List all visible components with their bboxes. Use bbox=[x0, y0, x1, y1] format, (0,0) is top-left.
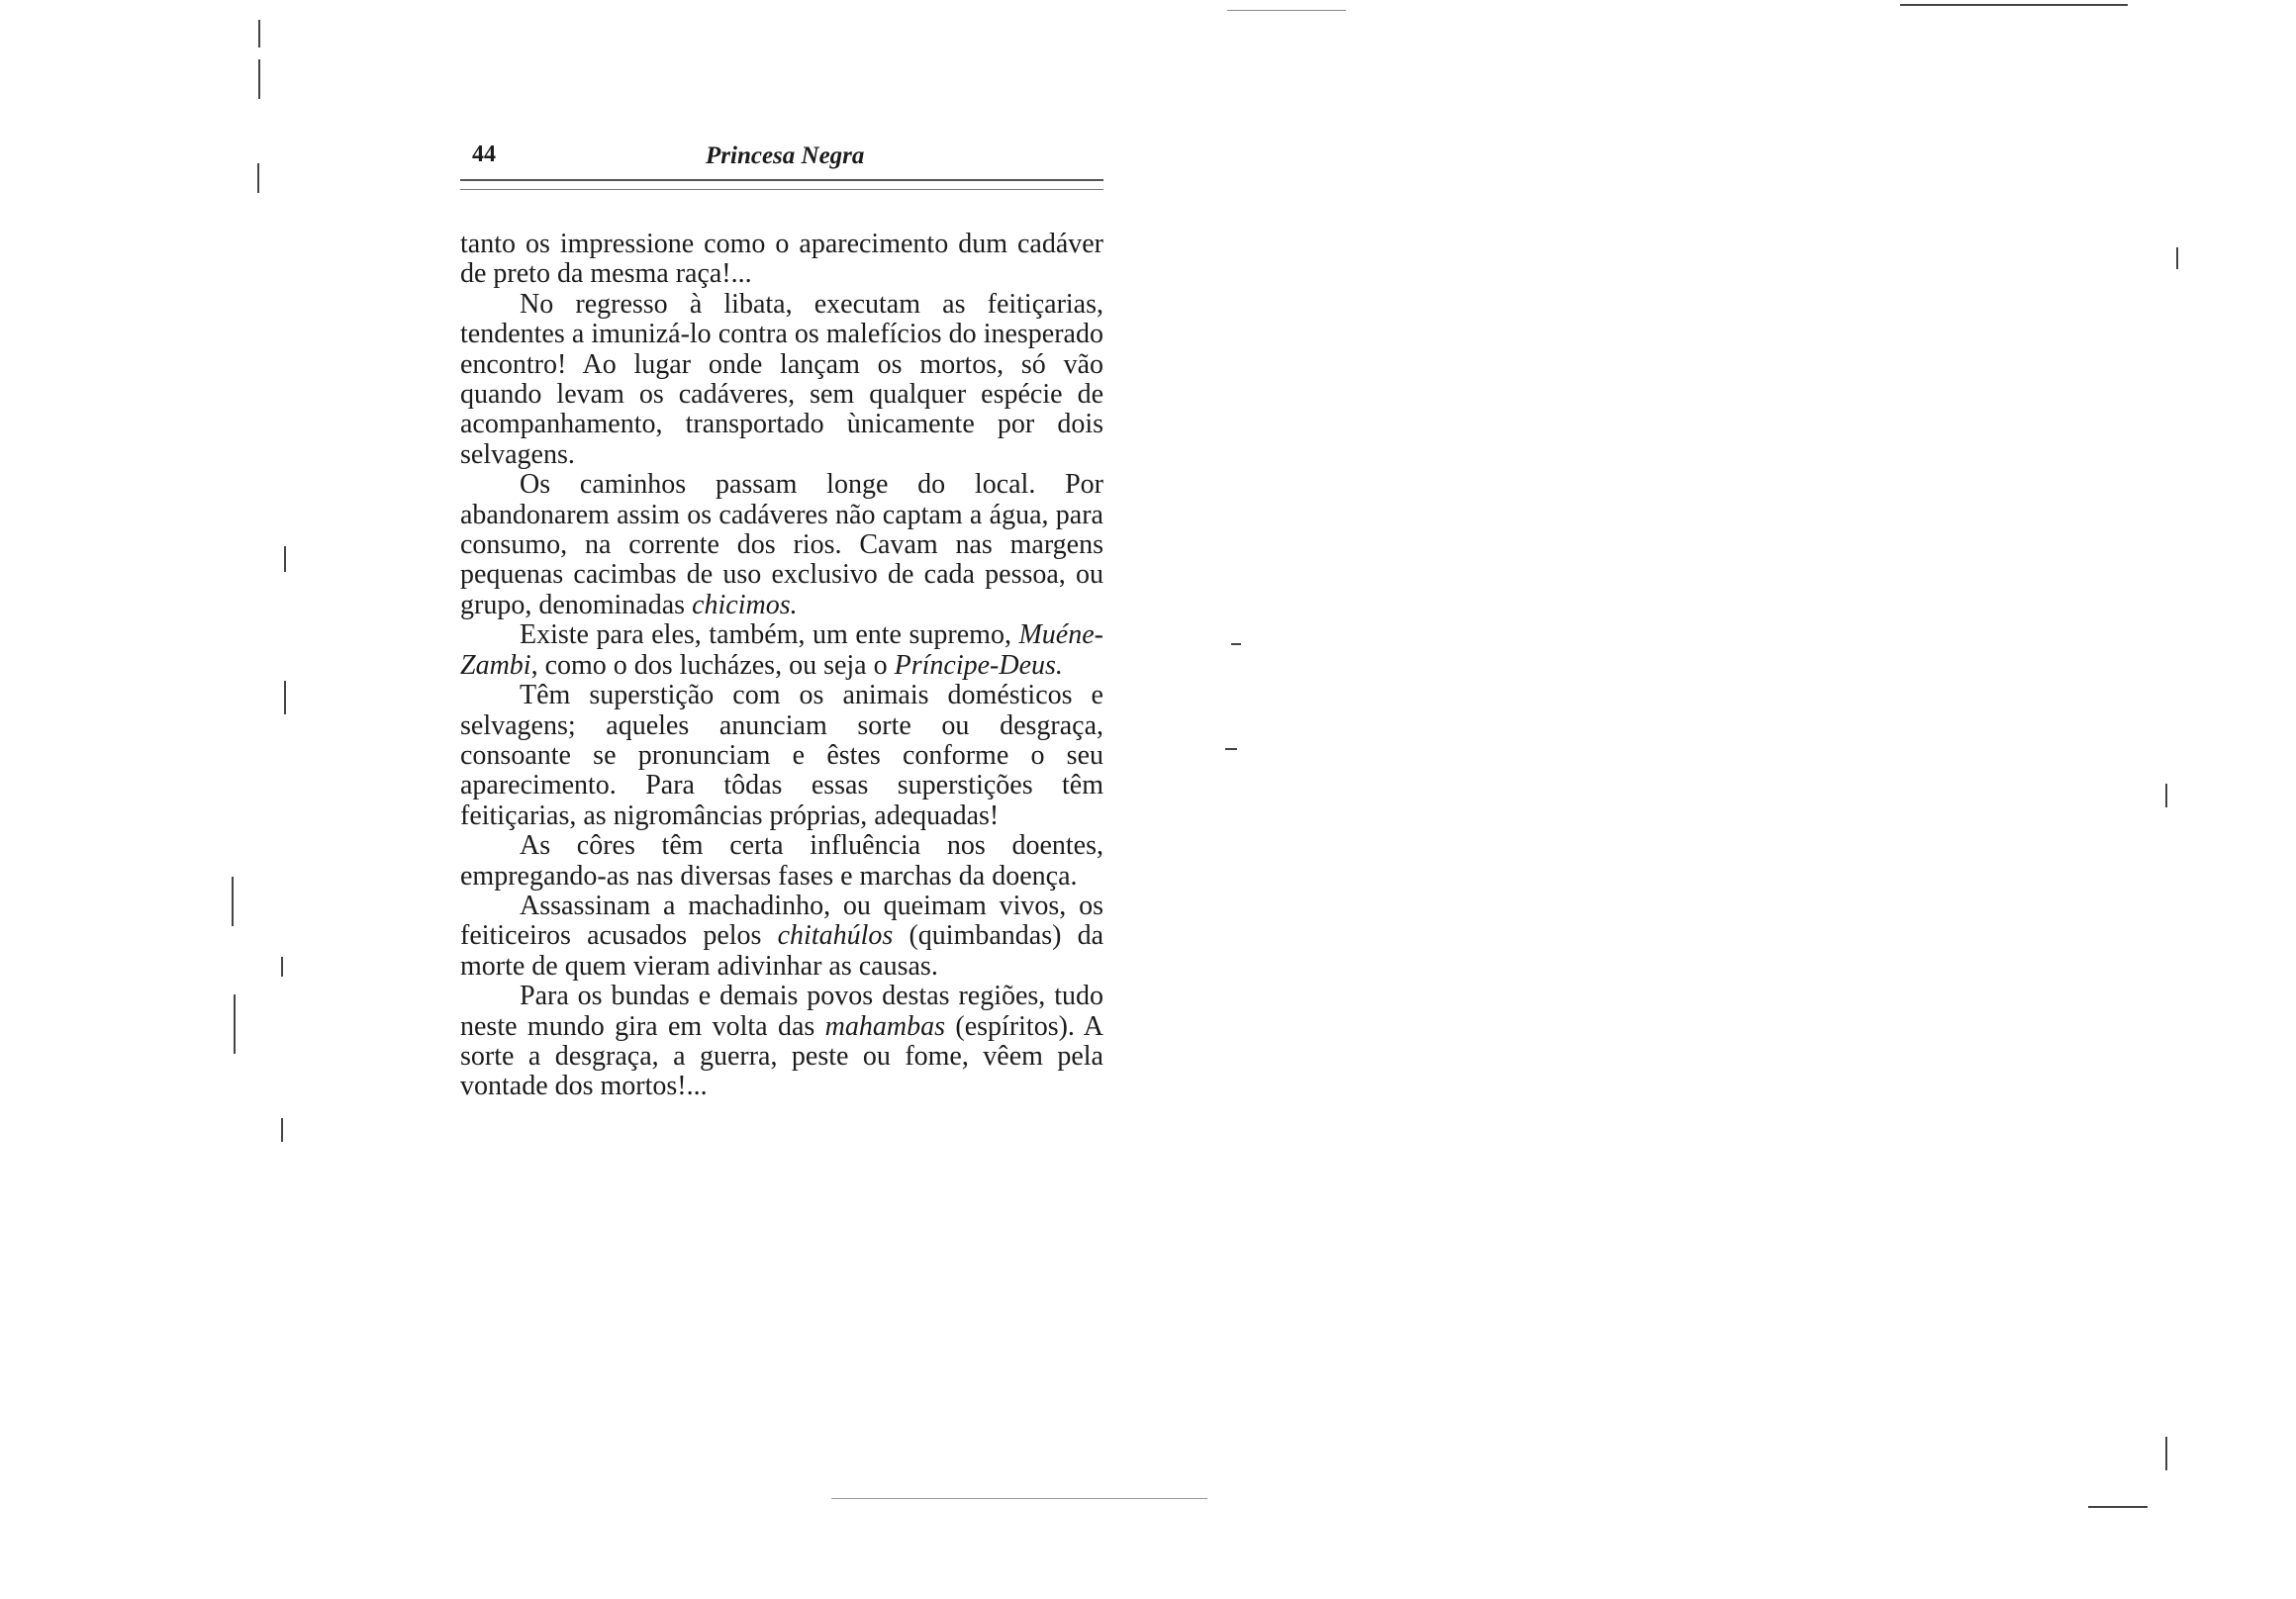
text-run: , como o dos lucházes, ou seja o bbox=[530, 649, 895, 681]
paragraph bbox=[460, 892, 1103, 982]
scan-artifact bbox=[1225, 748, 1237, 750]
header-rule bbox=[460, 179, 1103, 190]
scan-artifact bbox=[2088, 1506, 2148, 1508]
scan-artifact bbox=[234, 994, 236, 1054]
running-head bbox=[460, 134, 1103, 175]
scan-artifact bbox=[232, 877, 234, 926]
scan-artifact bbox=[2165, 784, 2167, 807]
paragraph bbox=[460, 831, 1103, 892]
paragraph bbox=[460, 290, 1103, 470]
scan-artifact bbox=[1227, 10, 1346, 11]
book-page bbox=[460, 134, 1103, 1102]
scan-artifact bbox=[284, 546, 286, 572]
paragraph bbox=[460, 230, 1103, 290]
paragraph bbox=[460, 681, 1103, 831]
scan-artifact bbox=[1231, 643, 1241, 645]
scan-artifact bbox=[2176, 247, 2178, 269]
text-run: As côres têm certa influência nos doentes, empregando-as nas diversas fases e marchas da doença. bbox=[460, 830, 1103, 892]
body-text bbox=[460, 230, 1103, 1102]
text-run: (quimbandas) da morte de quem vieram adivinhar as causas. bbox=[460, 920, 1104, 982]
book-title: Princesa Negra bbox=[706, 142, 865, 169]
text-run: Para os bundas e demais povos destas regiões, tudo neste mundo gira em volta das bbox=[460, 981, 1103, 1042]
scan-artifact bbox=[284, 681, 286, 714]
italic-term: Príncipe-Deus. bbox=[894, 649, 1063, 681]
text-run: No regresso à libata, executam as feitiçarias, tendentes a imunizá-lo contra os malefícios do inesperado encontro! Ao lugar onde lançam os mortos, só vão quando levam os cadáveres, sem qualquer espécie de acompanhamento, transportado ùnicamente por dois selvagens. bbox=[460, 288, 1103, 470]
scan-artifact bbox=[258, 20, 260, 47]
text-run: Assassinam a machadinho, ou queimam vivos, os feiticeiros acusados pelos bbox=[460, 890, 1103, 952]
italic-term: Muéne-Zambi bbox=[460, 619, 1103, 681]
italic-term: chitahúlos bbox=[777, 920, 894, 952]
scan-artifact bbox=[257, 163, 259, 193]
scan-artifact bbox=[1900, 4, 2128, 6]
scan-artifact bbox=[831, 1498, 1207, 1499]
text-run: tanto os impressione como o aparecimento dum cadáver de preto da mesma raça!... bbox=[460, 229, 1103, 290]
paragraph bbox=[460, 470, 1103, 620]
scan-artifact bbox=[2165, 1437, 2167, 1470]
paragraph bbox=[460, 982, 1103, 1102]
italic-term: chicimos. bbox=[692, 589, 798, 620]
text-run: (espíritos). A sorte a desgraça, a guerra, peste ou fome, vêem pela vontade dos mortos!... bbox=[460, 1010, 1103, 1102]
scan-artifact bbox=[258, 59, 260, 99]
page-number: 44 bbox=[472, 141, 496, 167]
text-run: Os caminhos passam longe do local. Por abandonarem assim os cadáveres não captam a água, para consumo, na corrente dos rios. Cavam nas margens pequenas cacimbas de uso exclusivo de cada pessoa, ou grupo, denominadas bbox=[460, 469, 1103, 620]
text-run: Têm superstição com os animais domésticos e selvagens; aqueles anunciam sorte ou desgraça, consoante se pronunciam e êstes conforme o seu aparecimento. Para tôdas essas superstições têm feitiçarias, as nigromâncias próprias, adequadas! bbox=[460, 680, 1103, 831]
scan-artifact bbox=[281, 957, 283, 977]
italic-term: mahambas bbox=[824, 1010, 946, 1042]
scan-artifact bbox=[281, 1118, 283, 1142]
paragraph bbox=[460, 620, 1103, 681]
text-run: Existe para eles, também, um ente supremo, bbox=[520, 619, 1019, 651]
